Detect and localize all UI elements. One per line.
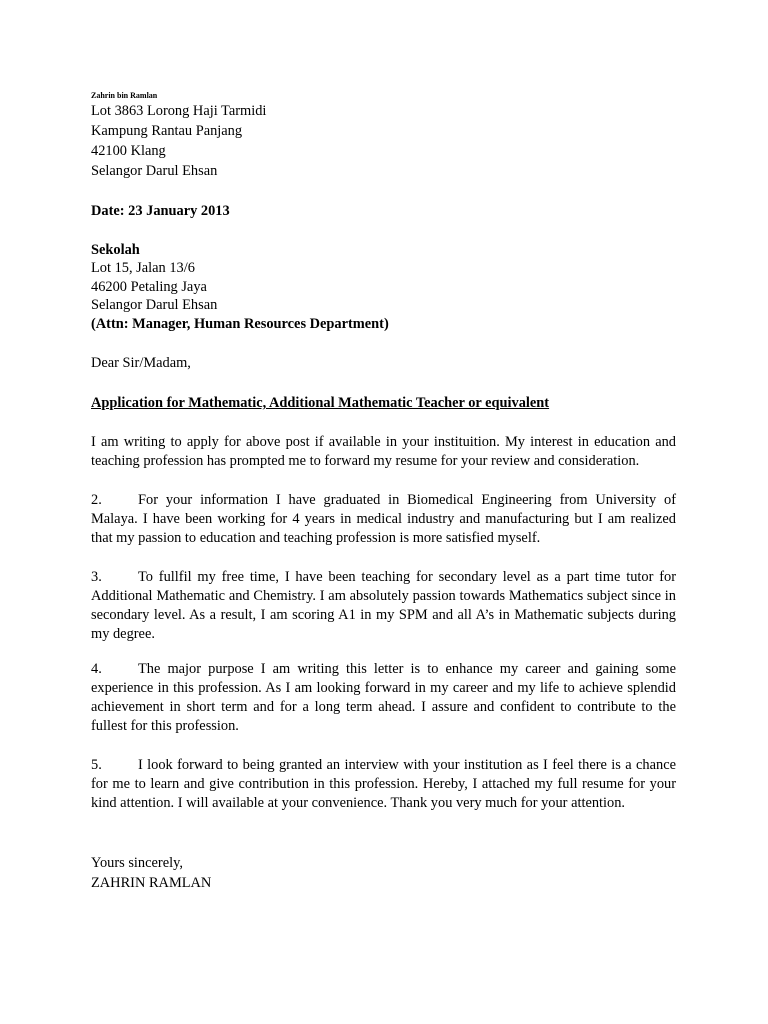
recipient-address-line: Selangor Darul Ehsan xyxy=(91,297,218,314)
letter-date: Date: 23 January 2013 xyxy=(91,203,230,219)
recipient-block xyxy=(91,241,676,333)
subject-line: Application for Mathematic, Additional Mathematic Teacher or equivalent xyxy=(91,395,550,412)
salutation: Dear Sir/Madam, xyxy=(91,355,191,372)
paragraph-number: 3. xyxy=(91,569,102,586)
sender-name: Zahrin bin Ramlan xyxy=(91,91,158,100)
sender-address-line: Lot 3863 Lorong Haji Tarmidi xyxy=(91,103,267,119)
signature-name: ZAHRIN RAMLAN xyxy=(91,875,212,892)
sender-address-line: Selangor Darul Ehsan xyxy=(91,163,218,179)
sender-address-line: Kampung Rantau Panjang xyxy=(91,123,243,139)
paragraph-number: 4. xyxy=(91,661,102,678)
paragraph-text: The major purpose I am writing this letter is to enhance my career and gaining some experience in this profession. As I am looking forward in my career and my life to achieve splendid achievement in short term and for a long term ahead. I assure and confident to contribute to the fullest for this profession. xyxy=(91,661,676,735)
paragraph-3 xyxy=(91,568,676,644)
sender-address xyxy=(91,101,676,181)
paragraph-text: To fullfil my free time, I have been teaching for secondary level as a part time tutor for Additional Mathematic and Chemistry. I am absolutely passion towards Mathematics subject since in secondary level. As a result, I am scoring A1 in my SPM and all A’s in Mathematic subjects during my degree. xyxy=(91,569,676,643)
paragraph-4 xyxy=(91,660,676,736)
closing: Yours sincerely, xyxy=(91,855,183,872)
paragraph-text: For your information I have graduated in Biomedical Engineering from University of Malaya. I have been working for 4 years in medical industry and manufacturing but I am realized that my passion to education and teaching profession is more satisfied myself. xyxy=(91,492,676,547)
paragraph-text: I am writing to apply for above post if available in your instituition. My interest in education and teaching profession has prompted me to forward my resume for your review and consideration. xyxy=(91,434,676,470)
paragraph-2 xyxy=(91,491,676,548)
recipient-address-line: 46200 Petaling Jaya xyxy=(91,278,207,295)
recipient-address-line: Lot 15, Jalan 13/6 xyxy=(91,260,195,277)
paragraph-number: 2. xyxy=(91,492,102,509)
paragraph-1 xyxy=(91,433,676,471)
recipient-name: Sekolah xyxy=(91,242,140,258)
paragraph-text: I look forward to being granted an interview with your institution as I feel there is a chance for me to learn and give contribution in this profession. Hereby, I attached my full resume for your kind attention. I will available at your convenience. Thank you very much for your attention. xyxy=(91,757,676,812)
recipient-attention: (Attn: Manager, Human Resources Department) xyxy=(91,315,389,332)
sender-address-line: 42100 Klang xyxy=(91,143,166,159)
paragraph-5 xyxy=(91,756,676,813)
paragraph-number: 5. xyxy=(91,757,102,774)
letter-body xyxy=(91,90,676,893)
